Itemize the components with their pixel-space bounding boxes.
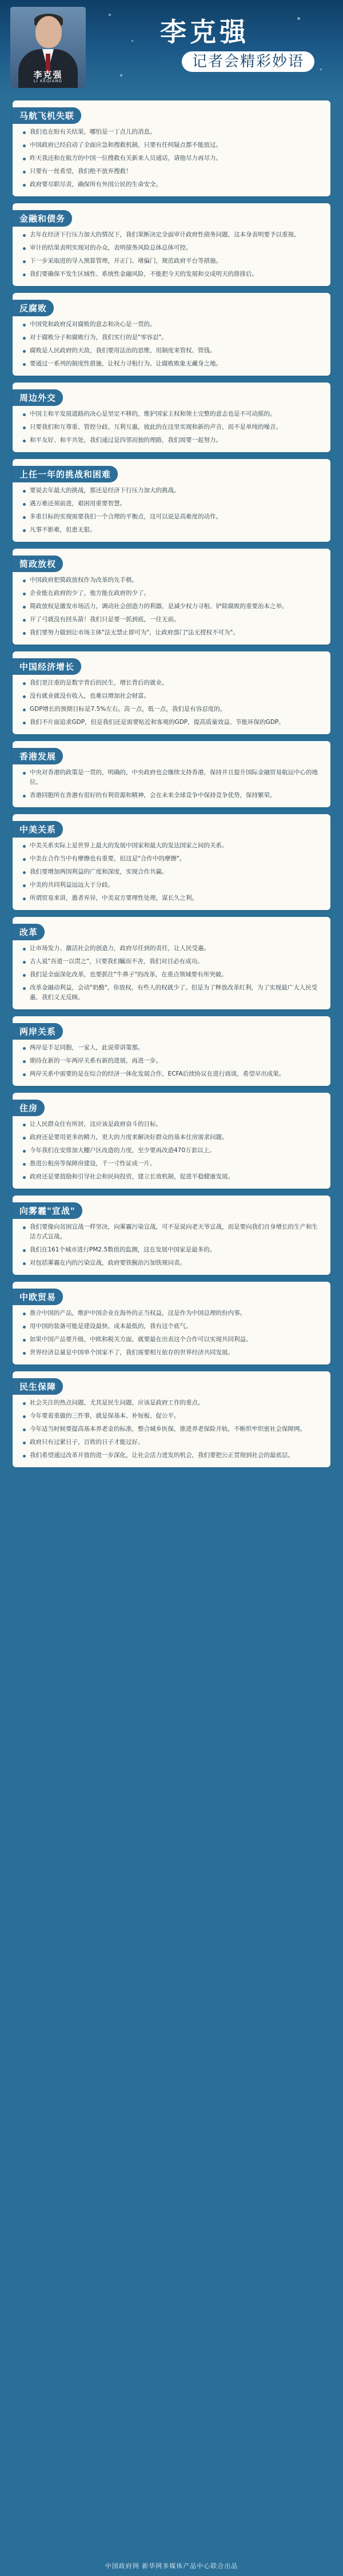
sparkle-decoration bbox=[109, 14, 111, 16]
quote-item: 我们要努力做到让市场主体"法无禁止即可为"，让政府部门"法无授权不可为"。 bbox=[22, 628, 321, 638]
page-title: 李克强 bbox=[160, 17, 249, 47]
sections-list bbox=[13, 100, 330, 1474]
quote-item: 今年我们在安排加大棚户区改造的力度，至少要再改造470万套以上。 bbox=[22, 1146, 321, 1156]
quote-item: 要通过一系列的制度性措施，让权力寻租行为、让腐败败象无藏身之地。 bbox=[22, 359, 321, 369]
section-card bbox=[13, 383, 330, 452]
quote-item: 只要我们和互尊重、管控分歧、互利互惠，彼此的在这里实现和新的声音，而不是单纯的噪音。 bbox=[22, 422, 321, 432]
page-subtitle: 记者会精彩妙语 bbox=[182, 51, 314, 72]
section-title: 民生保障 bbox=[13, 1378, 63, 1395]
quote-item: 中美的共同利益远远大于分歧。 bbox=[22, 880, 321, 890]
section-card bbox=[13, 1016, 330, 1086]
quote-item: 腐败是人民政府的天敌，我们要用法治的思维，用制度来管权、管钱。 bbox=[22, 346, 321, 356]
section-card bbox=[13, 549, 330, 645]
quote-item: 对于腐败分子和腐败行为，我们实行的是"零容忍"。 bbox=[22, 333, 321, 343]
quote-item: 只要有一丝希望，我们绝不放弃搜救！ bbox=[22, 167, 321, 176]
quote-item: 和平友好、和平共处，我们通过是四邻而独的理路，我们周要一起努力。 bbox=[22, 436, 321, 445]
quote-item: 期待在新的一年两岸关系有新的进展，再进一步。 bbox=[22, 1056, 321, 1066]
sparkle-decoration bbox=[120, 74, 122, 77]
section-title: 向雾霾"宣战" bbox=[13, 1202, 82, 1219]
footer-credit: 中国政府网 新华网多媒体产品中心联合出品 bbox=[105, 2562, 238, 2570]
quote-item: 古人说"吾道一以贯之"，只要我们瞩而不舍，我们对目必有成功。 bbox=[22, 957, 321, 967]
quote-item: 我们也在盼有关结果，哪怕是一丁点儿的消息。 bbox=[22, 127, 321, 137]
quote-item: 凡事不影难，但患无狠。 bbox=[22, 525, 321, 535]
quote-item: 让人民群众住有所居，这应该是政府奋斗的目标。 bbox=[22, 1120, 321, 1129]
section-title: 中美关系 bbox=[13, 821, 63, 838]
quote-item: 中央对香港的政策是一贯的，明确的，中央政府也会继续支持香港，保持并且提升国际金融贸易航运中心的地位。 bbox=[22, 768, 321, 787]
section-card bbox=[13, 100, 330, 196]
sparkle-decoration bbox=[131, 40, 133, 42]
quote-item: 我们是全面深化改革，也要抓住"牛鼻子"的改革，在重点领域要有所突破。 bbox=[22, 970, 321, 980]
section-card bbox=[13, 814, 330, 910]
header-banner bbox=[0, 0, 343, 94]
quote-item: 开了弓就没有回头箭！我们只是要一抓到底，一往无前。 bbox=[22, 615, 321, 625]
quote-item: GDP增长的预期目标是7.5%左右。高一点，低一点，我们是有容忍度的。 bbox=[22, 705, 321, 714]
quote-item: 要说去年最大的挑战，那还是经济下行压力加大的挑战。 bbox=[22, 486, 321, 496]
quote-item: 政府要尽职尽责，确保所有外国公民的生命安全。 bbox=[22, 180, 321, 190]
quote-item: 遇万难还须前进，艰困用重要智慧。 bbox=[22, 499, 321, 509]
quote-item: 多重目标的实现需要我们一个合理的平衡点，这可以说是高难度的动作。 bbox=[22, 512, 321, 522]
quote-item: 审计的结果表明实现对的办众，表明债务风险总体总体可控。 bbox=[22, 243, 321, 253]
section-card bbox=[13, 1282, 330, 1365]
section-card bbox=[13, 651, 330, 734]
quote-item: 没有就业就没有收入，也难以增加社会财富。 bbox=[22, 691, 321, 701]
section-title: 马航飞机失联 bbox=[13, 107, 81, 124]
quote-item: 今年要着重做的三件事，就是保基本、补短板、促公平。 bbox=[22, 1411, 321, 1421]
section-title: 中欧贸易 bbox=[13, 1289, 63, 1305]
quote-item: 用中国的装备可能是建设最快、成本最低的，我有这个底气。 bbox=[22, 1322, 321, 1331]
quote-item: 中国政府已经启动了全面应急和搜救机制，只要有任何疑点都不能放过。 bbox=[22, 140, 321, 150]
section-card bbox=[13, 293, 330, 376]
quote-item: 企业能在政府的少了，他方能在政府的少了。 bbox=[22, 589, 321, 598]
quote-item: 让市场发力、激活社会的创造力，政府尽任到的责任，让人民受惠。 bbox=[22, 944, 321, 953]
quote-item: 香港同胞所在香港有很好的有利资源和精神，会在未来全球竞争中保持竞争优势，保持繁荣。 bbox=[22, 791, 321, 800]
section-title: 简政放权 bbox=[13, 556, 63, 572]
section-title: 反腐败 bbox=[13, 300, 54, 316]
quote-item: 两岸关系中需要的是在综合的经济一体化发展合作，ECFA后续协议在进行商谈，希望早出成果。 bbox=[22, 1069, 321, 1079]
quote-item: 推介中国的产品，维护中国企业在海外的正当权益，这是作为中国总理的份内事。 bbox=[22, 1309, 321, 1318]
section-title: 金融和债务 bbox=[13, 210, 72, 227]
sparkle-decoration bbox=[320, 69, 322, 70]
sparkle-decoration bbox=[297, 17, 300, 20]
quote-item: 世界经济总量是中国单个国家不了，我们需要相互依存的世界经济共同发展。 bbox=[22, 1348, 321, 1358]
quote-item: 两岸是手足同胞，一家人，此说带讲策那。 bbox=[22, 1043, 321, 1053]
section-title: 住房 bbox=[13, 1100, 45, 1116]
quote-item: 今年适当时候要提高基本养老金的标准，整合城乡医保，推进养老保险并轨，不断织牢织密社会保障网。 bbox=[22, 1424, 321, 1434]
quote-item: 推进公租房等保障房建设，千一寸性证成一片。 bbox=[22, 1159, 321, 1169]
section-card bbox=[13, 1093, 330, 1189]
section-title: 上任一年的挑战和困难 bbox=[13, 466, 118, 482]
quote-item: 我们希望通过改革开放的进一步深化，让社会活力迸发的机会，我们要把公正贯彻到社会的最底层。 bbox=[22, 1451, 321, 1460]
section-title: 香港发展 bbox=[13, 748, 63, 764]
quote-item: 改革金融动利益，会动"奶酪"，你放权，有些人的权就少了。但是为了释放改革红利，为了实现最广大人民受惠，我们义无反顾。 bbox=[22, 983, 321, 1003]
quote-item: 中国主和平发展道路的决心是坚定不移的，维护国家主权和领土完整的意志也是不可动摇的。 bbox=[22, 409, 321, 419]
quote-item: 我们不片面追求GDP，但是我们还是需要贴近和客观的GDP，提高质量效益、节能环保的GDP。 bbox=[22, 718, 321, 727]
quote-item: 中美关系实际上是世界上最大的发展中国家和最大的发达国家之间的关系。 bbox=[22, 841, 321, 851]
quote-item: 我们更注重的是数字背后的民生，增长背后的就业。 bbox=[22, 678, 321, 688]
section-card bbox=[13, 1196, 330, 1275]
quote-item: 社会关注的热点问题，尤其是民生问题，应该是政府工作的重点。 bbox=[22, 1398, 321, 1408]
section-card bbox=[13, 917, 330, 1009]
quote-item: 中国党和政府反对腐败的意志和决心是一贯的。 bbox=[22, 320, 321, 329]
quote-item: 政府还是要鼓励和引导社会和民间投资，建立长效机制，促进平稳健康发展。 bbox=[22, 1172, 321, 1182]
quote-item: 中国政府把简政放权作为改革的先手棋。 bbox=[22, 575, 321, 585]
section-card bbox=[13, 1371, 330, 1467]
section-title: 改革 bbox=[13, 924, 45, 940]
section-card bbox=[13, 741, 330, 807]
portrait-name-caption: 李克强 bbox=[33, 70, 63, 80]
quote-item: 我们要确保不发生区域性、系统性金融风险，不能把今天的发展和交成明天的排排后。 bbox=[22, 269, 321, 279]
section-card bbox=[13, 459, 330, 542]
quote-item: 所谓贸易来讲，愚者弃异，中美双方要理性处理，谋长久之利。 bbox=[22, 893, 321, 903]
quote-item: 中美在合作当中有摩擦也有重要，但这是"合作中的摩擦"。 bbox=[22, 854, 321, 864]
section-title: 中国经济增长 bbox=[13, 658, 81, 675]
quote-item: 对包括雾霾在内的污染宣战，政府要铁腕治污加铁规问责。 bbox=[22, 1258, 321, 1268]
quote-item: 如果中国产品要升级，中欧和税关方面，就要最在出表这个合作可以实现共同利益。 bbox=[22, 1335, 321, 1345]
quote-item: 昨天我还和在航方的中国一位搜救有关新来人员通话，请他尽力再尽力。 bbox=[22, 154, 321, 163]
quote-item: 我们要增加两国利益的广度和深度，实现合作共赢。 bbox=[22, 867, 321, 877]
quote-item: 我们要像向贫困宣战一样坚决，向雾霾污染宣战，可不是说向老天爷宣战，而是要向我们自身增长的生产和生活方式宣战。 bbox=[22, 1222, 321, 1242]
quote-item: 政府只有过紧日子，百姓的日子才能过好。 bbox=[22, 1438, 321, 1447]
section-card bbox=[13, 203, 330, 286]
quote-item: 去年在经济下行压力加大的情况下，我们果断决定全面审计政府性债务问题，这本身表明要予以重视。 bbox=[22, 230, 321, 240]
quote-item: 我们在161个城市进行PM2.5数值的监测，这在发展中国家是最多的。 bbox=[22, 1245, 321, 1255]
quote-item: 简政放权是激发市场活力，调动社会创造力的利器，是减少权力寻租、铲除腐败的重要治本之举。 bbox=[22, 602, 321, 611]
portrait-pinyin-caption: LI KEQIANG bbox=[33, 79, 63, 83]
quote-item: 下一步采取进的导入预算管理，开正门、堵偏门，规范政府平台等措施。 bbox=[22, 256, 321, 266]
section-title: 两岸关系 bbox=[13, 1023, 63, 1040]
section-title: 周边外交 bbox=[13, 389, 63, 406]
quote-item: 政府还是要用更多的精力，更大的力度来解决好群众的基本住房需求问题。 bbox=[22, 1133, 321, 1142]
